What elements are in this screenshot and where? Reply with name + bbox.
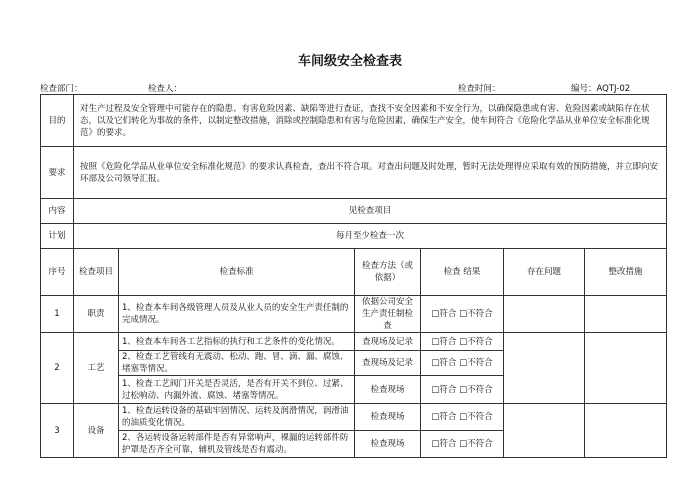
inspection-table [40, 94, 667, 458]
col-item: 检查项目 [74, 249, 119, 296]
row-method: 检查现场 [355, 376, 421, 404]
issues-cell[interactable] [504, 404, 585, 458]
plan-value: 每月至少检查一次 [74, 224, 667, 249]
inspector-label: 检查人： [148, 84, 183, 94]
row-item: 设备 [74, 404, 119, 458]
purpose-label: 目的 [41, 95, 74, 147]
col-result: 检查 结果 [421, 249, 504, 296]
page-title: 车间级安全检查表 [297, 54, 402, 69]
result-checkbox[interactable]: □符合 □不符合 [421, 376, 504, 404]
col-method: 检查方法（或依据） [355, 249, 421, 296]
requirement-label: 要求 [41, 147, 74, 199]
row-method: 检查现场 [355, 404, 421, 431]
result-checkbox[interactable]: □符合 □不符合 [421, 296, 504, 333]
row-standard: 2、各运转设备运转部件是否有异常响声，裸漏的运转部件防护罩是否齐全可靠，辅机及管线是否有震动。 [119, 431, 355, 458]
row-method: 查现场及记录 [355, 333, 421, 351]
requirement-text: 按照《危险化学品从业单位安全标准化规范》的要求认真检查，查出不符合项。对查出问题及时处理，暂时无法处理得应采取有效的预防措施，并立即向安环部及公司领导汇报。 [74, 147, 667, 199]
row-no: 3 [41, 404, 74, 458]
row-standard: 2、检查工艺管线有无震动、松动、跑、冒、滴、漏、腐蚀、堵塞等情况。 [119, 351, 355, 376]
row-method: 查现场及记录 [355, 351, 421, 376]
purpose-text: 对生产过程及安全管理中可能存在的隐患、有害危险因素、缺陷等进行查证，查找不安全因素和不安全行为，以确保隐患或有害、危险因素或缺陷存在状态，以及它们转化为事故的条件，以制定整改措施，消除或控制隐患和有害与危险因素，确保生产安全，使车间符合《危险化学品从业单位安全标准化规范》的要求。 [74, 95, 667, 147]
row-method: 检查现场 [355, 431, 421, 458]
plan-label: 计划 [41, 224, 74, 249]
dept-label: 检查部门： [40, 84, 83, 94]
table-row [41, 333, 667, 351]
content-label: 内容 [41, 199, 74, 224]
measures-cell[interactable] [585, 333, 667, 404]
content-value: 见检查项目 [74, 199, 667, 224]
row-standard: 1、检查本车间各级管理人员及从业人员的安全生产责任制的完成情况。 [119, 296, 355, 333]
result-checkbox[interactable]: □符合 □不符合 [421, 333, 504, 351]
col-no: 序号 [41, 249, 74, 296]
row-standard: 1、检查运转设备的基础牢固情况、运转及润滑情况，润滑油的油质变化情况。 [119, 404, 355, 431]
row-item: 职责 [74, 296, 119, 333]
table-row [41, 404, 667, 431]
row-no: 2 [41, 333, 74, 404]
row-standard: 1、检查本车间各工艺指标的执行和工艺条件的变化情况。 [119, 333, 355, 351]
col-issues: 存在问题 [504, 249, 585, 296]
table-row [41, 296, 667, 333]
measures-cell[interactable] [585, 296, 667, 333]
result-checkbox[interactable]: □符合 □不符合 [421, 431, 504, 458]
row-standard: 1、检查工艺阀门开关是否灵活，是否有开关不到位、过紧、过松响动、内漏外流、腐蚀、堵塞等情况。 [119, 376, 355, 404]
row-item: 工艺 [74, 333, 119, 404]
result-checkbox[interactable]: □符合 □不符合 [421, 351, 504, 376]
issues-cell[interactable] [504, 333, 585, 404]
issues-cell[interactable] [504, 296, 585, 333]
col-standard: 检查标准 [119, 249, 355, 296]
measures-cell[interactable] [585, 404, 667, 458]
row-method: 依据公司安全生产责任制检查 [355, 296, 421, 333]
time-label: 检查时间： [458, 84, 501, 94]
col-measures: 整改措施 [585, 249, 667, 296]
code-label: 编号：AQTJ-02 [571, 84, 631, 94]
row-no: 1 [41, 296, 74, 333]
result-checkbox[interactable]: □符合 □不符合 [421, 404, 504, 431]
